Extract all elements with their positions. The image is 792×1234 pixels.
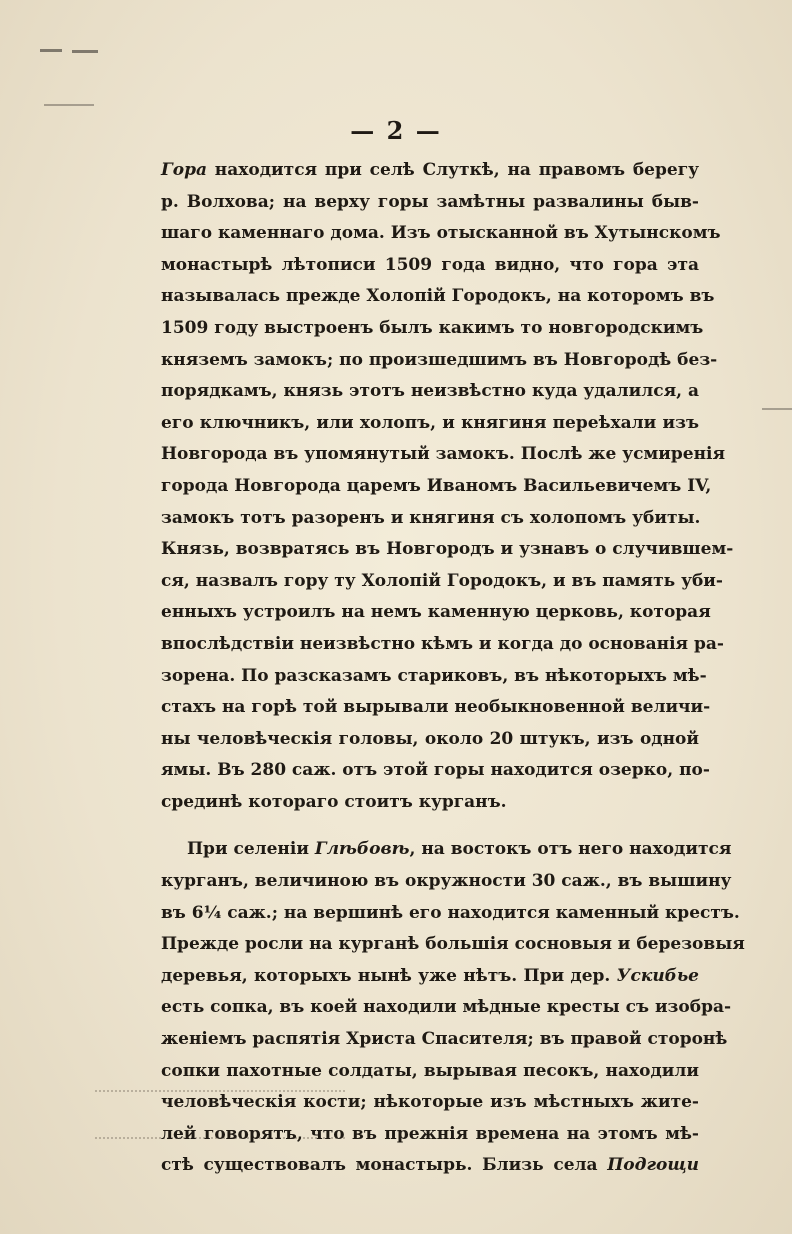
text-line: его ключникъ, или холопъ, и княгиня переѣхали изъ (161, 412, 699, 433)
text-line: Новгорода въ упомянутый замокъ. Послѣ же усмиренія (161, 444, 726, 465)
scan-mark (40, 49, 62, 52)
body-text (161, 155, 745, 1182)
scan-mark (72, 50, 98, 53)
text-segment: стѣ существовалъ монастырь. Близь села (161, 1155, 608, 1176)
paragraph-2 (161, 834, 745, 1182)
emphasis: Подгощи (607, 1155, 699, 1176)
text-line: въ 6¼ саж.; на вершинѣ его находится каменный крестъ. (161, 902, 740, 923)
text-line: называлась прежде Холопій Городокъ, на которомъ въ (161, 286, 715, 307)
emphasis: Глѣбовѣ (314, 839, 410, 860)
text-line (161, 834, 732, 866)
scan-mark (762, 408, 792, 410)
text-line: шаго каменнаго дома. Изъ отысканной въ Хутынскомъ (161, 223, 721, 244)
emphasis: Ускибье (616, 965, 699, 986)
text-line: монастырѣ лѣтописи 1509 года видно, что гора эта (161, 254, 699, 275)
paragraph-gap (161, 818, 699, 834)
page-number: — 2 — (350, 116, 442, 145)
text-line: есть сопка, въ коей находили мѣдные кресты съ изобра- (161, 997, 732, 1018)
text-line: порядкамъ, князь этотъ неизвѣстно куда удалился, а (161, 381, 699, 402)
text-segment: деревья, которыхъ нынѣ уже нѣтъ. При дер. (161, 965, 617, 986)
text-line (161, 155, 699, 187)
text-segment: , на востокъ отъ него находится (409, 839, 732, 860)
text-line (161, 961, 699, 993)
text-line: города Новгорода царемъ Иваномъ Васильевичемъ IV, (161, 475, 712, 496)
text-line: женіемъ распятія Христа Спасителя; въ правой сторонѣ (161, 1029, 728, 1050)
text-line: Князь, возвратясь въ Новгородъ и узнавъ о случившем- (161, 539, 734, 560)
text-segment: находится при селѣ Слуткѣ, на правомъ берегу (206, 160, 699, 180)
text-line: срединѣ котораго стоитъ курганъ. (161, 791, 507, 812)
emphasis: Гора (161, 160, 207, 180)
text-line: р. Волхова; на верху горы замѣтны развалины быв- (161, 191, 699, 212)
text-line: ямы. Въ 280 саж. отъ этой горы находится озерко, по- (161, 760, 710, 781)
text-segment: При селеніи (187, 839, 315, 860)
text-line: ны человѣческія головы, около 20 штукъ, изъ одной (161, 728, 699, 749)
text-line: енныхъ устроилъ на немъ каменную церковь, которая (161, 602, 711, 623)
text-line: 1509 году выстроенъ былъ какимъ то новгородскимъ (161, 317, 704, 338)
text-line: человѣческія кости; нѣкоторые изъ мѣстныхъ жите- (161, 1092, 699, 1113)
text-line: ся, назвалъ гору ту Холопій Городокъ, и въ память уби- (161, 570, 723, 591)
text-line: зорена. По разсказамъ стариковъ, въ нѣкоторыхъ мѣ- (161, 665, 707, 686)
text-line: курганъ, величиною въ окружности 30 саж., въ вышину (161, 871, 732, 892)
text-line: лей говорятъ, что въ прежнія времена на этомъ мѣ- (161, 1123, 699, 1144)
text-line (161, 1150, 699, 1182)
text-line: замокъ тотъ разоренъ и княгиня съ холопомъ убиты. (161, 507, 701, 528)
text-line: сопки пахотные солдаты, вырывая песокъ, находили (161, 1060, 699, 1081)
text-line: княземъ замокъ; по произшедшимъ въ Новгородѣ без- (161, 349, 718, 370)
paragraph-1 (161, 155, 734, 818)
text-line: стахъ на горѣ той вырывали необыкновенной величи- (161, 697, 711, 718)
text-line: Прежде росли на курганѣ большія сосновыя и березовыя (161, 934, 745, 955)
scan-mark (44, 104, 94, 106)
text-line: впослѣдствіи неизвѣстно кѣмъ и когда до основанія ра- (161, 633, 724, 654)
